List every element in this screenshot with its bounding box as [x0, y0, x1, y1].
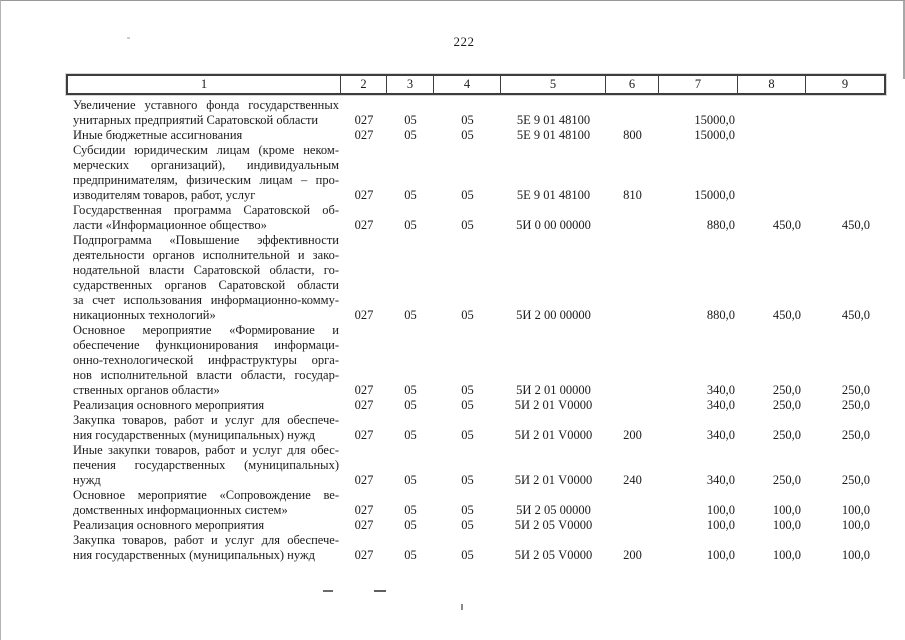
- row-description: [68, 323, 341, 398]
- description-line: Иные закупки товаров, работ и услуг для обес-: [73, 443, 339, 457]
- cell-col-7: 100,0: [706, 503, 735, 517]
- cell-col-4: 05: [461, 428, 474, 442]
- description-line: онно-технологической инфраструктуры орга-: [73, 353, 339, 367]
- description-line: обеспечение функционирования информаци-: [73, 338, 339, 352]
- header-col-1: 1: [68, 76, 341, 93]
- row-description: [68, 233, 341, 323]
- cell-col-2: 027: [354, 518, 374, 532]
- description-line: никационных технологий»: [73, 308, 216, 322]
- table-row: [68, 413, 884, 443]
- cell-col-8: 100,0: [772, 503, 801, 517]
- row-description: [68, 128, 341, 143]
- cell-col-3: 05: [404, 308, 417, 322]
- description-line: Реализация основного мероприятия: [73, 398, 265, 412]
- table-row: [68, 488, 884, 518]
- cell-col-2: 027: [354, 503, 374, 517]
- cell-col-2: 027: [354, 113, 374, 127]
- header-col-5: 5: [501, 76, 606, 93]
- table-body: [68, 98, 884, 563]
- cell-col-3: 05: [404, 188, 417, 202]
- cell-col-2: 027: [354, 308, 374, 322]
- description-line: Основное мероприятие «Сопровождение ве-: [73, 488, 339, 502]
- description-line: Основное мероприятие «Формирование и: [73, 323, 339, 337]
- scan-artifact: [374, 590, 386, 592]
- cell-col-4: 05: [461, 308, 474, 322]
- cell-col-5: 5Е 9 01 48100: [516, 188, 591, 202]
- cell-col-5: 5И 2 01 00000: [516, 383, 591, 397]
- header-col-4: 4: [434, 76, 501, 93]
- cell-col-9: 450,0: [841, 308, 870, 322]
- cell-col-9: 100,0: [841, 548, 870, 562]
- table-row: [68, 398, 884, 413]
- cell-col-4: 05: [461, 398, 474, 412]
- header-col-9: 9: [841, 77, 849, 91]
- scan-artifact: [323, 590, 333, 592]
- table-row: [68, 98, 884, 128]
- description-line: нужд: [73, 473, 101, 487]
- cell-col-6: 800: [623, 128, 642, 142]
- cell-col-6: 200: [623, 428, 642, 442]
- cell-col-2: 027: [354, 128, 374, 142]
- table-row: [68, 128, 884, 143]
- cell-col-7: 880,0: [706, 218, 735, 232]
- row-description: [68, 143, 341, 203]
- table-row: [68, 323, 884, 398]
- description-line: за счет использования информационно-комму-: [73, 293, 339, 307]
- cell-col-9: 250,0: [841, 473, 870, 487]
- cell-col-3: 05: [404, 398, 417, 412]
- cell-col-6: 810: [623, 188, 642, 202]
- cell-col-2: 027: [354, 188, 374, 202]
- table-row: [68, 533, 884, 563]
- cell-col-8: 250,0: [772, 428, 801, 442]
- cell-col-5: 5И 2 00 00000: [516, 308, 591, 322]
- cell-col-7: 340,0: [706, 473, 735, 487]
- row-description: [68, 98, 341, 128]
- cell-col-7: 340,0: [706, 428, 735, 442]
- row-description: [68, 518, 341, 533]
- cell-col-9: 250,0: [841, 428, 870, 442]
- cell-col-8: 250,0: [772, 473, 801, 487]
- cell-col-4: 05: [461, 503, 474, 517]
- description-line: нов исполнительной власти области, государ-: [73, 368, 339, 382]
- cell-col-4: 05: [461, 128, 474, 142]
- header-col-3: 3: [387, 76, 434, 93]
- description-line: мерческих организаций), индивидуальным: [73, 158, 339, 172]
- description-line: Субсидии юридическим лицам (кроме неком-: [73, 143, 339, 157]
- cell-col-3: 05: [404, 113, 417, 127]
- cell-col-7: 100,0: [706, 548, 735, 562]
- description-line: деятельности органов исполнительной и зако-: [73, 248, 339, 262]
- cell-col-2: 027: [354, 218, 374, 232]
- cell-col-9: 100,0: [841, 503, 870, 517]
- description-line: ния государственных (муниципальных) нужд: [73, 428, 315, 442]
- description-line: предпринимателям, физическим лицам – про-: [73, 173, 339, 187]
- cell-col-6: 200: [623, 548, 642, 562]
- row-description: [68, 413, 341, 443]
- cell-col-5: 5И 2 05 00000: [516, 503, 591, 517]
- description-line: нодательной власти Саратовской области, го-: [73, 263, 339, 277]
- cell-col-4: 05: [461, 113, 474, 127]
- cell-col-5: 5Е 9 01 48100: [516, 128, 591, 142]
- cell-col-3: 05: [404, 548, 417, 562]
- cell-col-8: 250,0: [772, 383, 801, 397]
- cell-col-7: 880,0: [706, 308, 735, 322]
- table-row: [68, 518, 884, 533]
- cell-col-5: 5И 2 01 V0000: [514, 398, 593, 412]
- cell-col-8: 100,0: [772, 518, 801, 532]
- table-row: [68, 233, 884, 323]
- cell-col-2: 027: [354, 398, 374, 412]
- description-line: Подпрограмма «Повышение эффективности: [73, 233, 339, 247]
- scan-artifact: [461, 604, 463, 610]
- cell-col-3: 05: [404, 428, 417, 442]
- description-line: Увеличение уставного фонда государственных: [73, 98, 339, 112]
- description-line: Реализация основного мероприятия: [73, 518, 265, 532]
- cell-col-3: 05: [404, 383, 417, 397]
- row-description: [68, 443, 341, 488]
- header-col-2: 2: [341, 76, 387, 93]
- header-col-6: 6: [606, 76, 659, 93]
- row-description: [68, 488, 341, 518]
- cell-col-8: 450,0: [772, 218, 801, 232]
- cell-col-5: 5И 0 00 00000: [516, 218, 591, 232]
- description-line: Закупка товаров, работ и услуг для обеспече-: [73, 413, 339, 427]
- cell-col-4: 05: [461, 188, 474, 202]
- budget-table: [68, 74, 884, 563]
- cell-col-5: 5И 2 05 V0000: [514, 518, 593, 532]
- cell-col-5: 5И 2 01 V0000: [514, 473, 593, 487]
- cell-col-4: 05: [461, 473, 474, 487]
- cell-col-2: 027: [354, 428, 374, 442]
- description-line: ственных органов области»: [73, 383, 220, 397]
- cell-col-5: 5Е 9 01 48100: [516, 113, 591, 127]
- cell-col-5: 5И 2 05 V0000: [514, 548, 593, 562]
- description-line: сударственных органов Саратовской области: [73, 278, 339, 292]
- header-col-7: 7: [659, 76, 738, 93]
- cell-col-7: 15000,0: [694, 128, 735, 142]
- cell-col-8: 100,0: [772, 548, 801, 562]
- cell-col-2: 027: [354, 473, 374, 487]
- description-line: ласти «Информационное общество»: [73, 218, 267, 232]
- cell-col-4: 05: [461, 383, 474, 397]
- description-line: домственных информационных систем»: [73, 503, 288, 517]
- row-description: [68, 533, 341, 563]
- cell-col-9: 450,0: [841, 218, 870, 232]
- row-description: [68, 203, 341, 233]
- cell-col-3: 05: [404, 473, 417, 487]
- cell-col-4: 05: [461, 218, 474, 232]
- scan-artifact: [127, 37, 130, 39]
- cell-col-3: 05: [404, 128, 417, 142]
- table-header-row: [66, 74, 886, 95]
- description-line: ния государственных (муниципальных) нужд: [73, 548, 315, 562]
- description-line: печения государственных (муниципальных): [73, 458, 339, 472]
- description-line: Иные бюджетные ассигнования: [73, 128, 243, 142]
- header-col-8: 8: [738, 76, 806, 93]
- cell-col-3: 05: [404, 503, 417, 517]
- cell-col-4: 05: [461, 548, 474, 562]
- table-row: [68, 443, 884, 488]
- cell-col-3: 05: [404, 218, 417, 232]
- cell-col-7: 340,0: [706, 383, 735, 397]
- cell-col-4: 05: [461, 518, 474, 532]
- cell-col-2: 027: [354, 548, 374, 562]
- table-row: [68, 143, 884, 203]
- cell-col-7: 100,0: [706, 518, 735, 532]
- page-number: 222: [453, 34, 475, 49]
- description-line: Закупка товаров, работ и услуг для обеспече-: [73, 533, 339, 547]
- row-description: [68, 398, 341, 413]
- cell-col-6: 240: [623, 473, 642, 487]
- table-row: [68, 203, 884, 233]
- description-line: унитарных предприятий Саратовской области: [73, 113, 319, 127]
- cell-col-9: 100,0: [841, 518, 870, 532]
- cell-col-5: 5И 2 01 V0000: [514, 428, 593, 442]
- cell-col-8: 450,0: [772, 308, 801, 322]
- cell-col-7: 340,0: [706, 398, 735, 412]
- cell-col-8: 250,0: [772, 398, 801, 412]
- description-line: изводителям товаров, работ, услуг: [73, 188, 256, 202]
- cell-col-7: 15000,0: [694, 113, 735, 127]
- cell-col-9: 250,0: [841, 383, 870, 397]
- cell-col-9: 250,0: [841, 398, 870, 412]
- cell-col-2: 027: [354, 383, 374, 397]
- cell-col-3: 05: [404, 518, 417, 532]
- cell-col-7: 15000,0: [694, 188, 735, 202]
- description-line: Государственная программа Саратовской об-: [73, 203, 339, 217]
